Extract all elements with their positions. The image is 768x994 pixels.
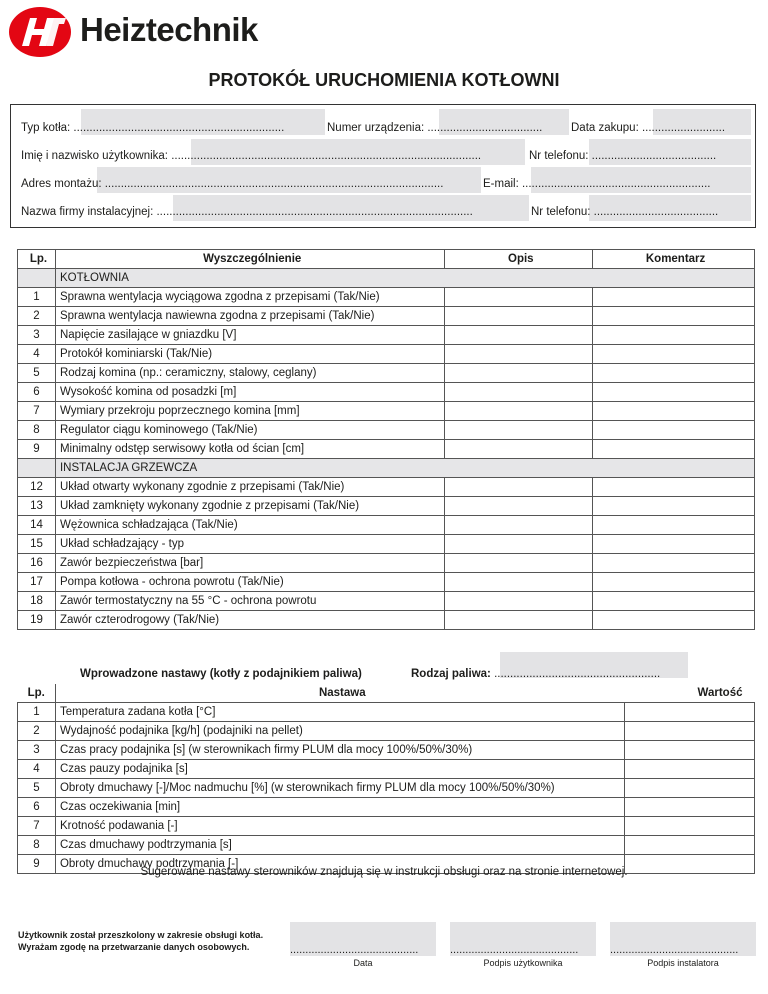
table-row: Czas oczekiwania [min] (55, 798, 624, 817)
table-row: Czas dmuchawy podtrzymania [s] (55, 836, 624, 855)
address-label: Adres montażu: (21, 178, 102, 190)
phone1-label: Nr telefonu: (529, 150, 589, 162)
desc-cell[interactable] (445, 307, 593, 326)
desc-cell[interactable] (445, 573, 593, 592)
desc-cell[interactable] (445, 421, 593, 440)
date-dots: .......................................... (290, 944, 419, 956)
table-row: Sprawna wentylacja nawiewna zgodna z przepisami (Tak/Nie) (55, 307, 444, 326)
boiler-type-label: Typ kotła: (21, 122, 71, 134)
row-lp: 14 (18, 516, 56, 535)
row-lp: 5 (18, 779, 56, 798)
comment-cell[interactable] (593, 516, 755, 535)
row-lp: 3 (18, 741, 56, 760)
row-lp: 4 (18, 345, 56, 364)
desc-cell[interactable] (445, 402, 593, 421)
settings-caption: Wprowadzone nastawy (kotły z podajnikiem paliwa) (80, 668, 362, 680)
comment-cell[interactable] (593, 497, 755, 516)
table-row: Czas pracy podajnika [s] (w sterownikach firmy PLUM dla mocy 100%/50%/30%) (55, 741, 624, 760)
settings-note: Sugerowane nastawy sterowników znajdują się w instrukcji obsługi oraz na stronie internetowej. (140, 866, 628, 878)
comment-cell[interactable] (593, 326, 755, 345)
table-row: Protokół kominiarski (Tak/Nie) (55, 345, 444, 364)
table-row: Zawór termostatyczny na 55 °C - ochrona powrotu (55, 592, 444, 611)
installer-label: Nazwa firmy instalacyjnej: (21, 206, 154, 218)
page-title: PROTOKÓŁ URUCHOMIENIA KOTŁOWNI (208, 70, 560, 90)
desc-cell[interactable] (445, 554, 593, 573)
user-signature-label: Podpis użytkownika (483, 958, 563, 968)
desc-cell[interactable] (445, 364, 593, 383)
email-label: E-mail: (483, 178, 519, 190)
table-row: Układ otwarty wykonany zgodnie z przepisami (Tak/Nie) (55, 478, 444, 497)
desc-cell[interactable] (445, 516, 593, 535)
table-row: Wężownica schładzająca (Tak/Nie) (55, 516, 444, 535)
table-row: Obroty dmuchawy [-]/Moc nadmuchu [%] (w sterownikach firmy PLUM dla mocy 100%/50%/30%) (55, 779, 624, 798)
desc-cell[interactable] (445, 383, 593, 402)
row-lp: 17 (18, 573, 56, 592)
row-lp: 6 (18, 798, 56, 817)
row-lp: 15 (18, 535, 56, 554)
desc-cell[interactable] (445, 478, 593, 497)
table-row: Zawór czterodrogowy (Tak/Nie) (55, 611, 444, 630)
table-row: Minimalny odstęp serwisowy kotła od ścian [cm] (55, 440, 444, 459)
col-lp: Lp. (18, 250, 56, 269)
row-lp: 3 (18, 326, 56, 345)
comment-cell[interactable] (593, 535, 755, 554)
date-label: Data (353, 958, 373, 968)
col-comment: Komentarz (593, 250, 755, 269)
comment-cell[interactable] (593, 592, 755, 611)
row-lp: 7 (18, 402, 56, 421)
value-cell[interactable] (625, 798, 755, 817)
comment-cell[interactable] (593, 611, 755, 630)
table-row: Sprawna wentylacja wyciągowa zgodna z przepisami (Tak/Nie) (55, 288, 444, 307)
col-value: Wartość (697, 686, 743, 699)
row-lp: 1 (18, 288, 56, 307)
consent-line-2: Wyrażam zgodę na przetwarzanie danych osobowych. (18, 942, 250, 952)
desc-cell[interactable] (445, 592, 593, 611)
col-setting: Nastawa (55, 684, 624, 703)
desc-cell[interactable] (445, 440, 593, 459)
comment-cell[interactable] (593, 307, 755, 326)
row-lp: 12 (18, 478, 56, 497)
table-row: Układ schładzający - typ (55, 535, 444, 554)
row-lp: 18 (18, 592, 56, 611)
comment-cell[interactable] (593, 402, 755, 421)
desc-cell[interactable] (445, 535, 593, 554)
user-signature-dots: .......................................... (450, 944, 579, 956)
heiztechnik-logo-icon (8, 6, 72, 58)
comment-cell[interactable] (593, 364, 755, 383)
table-row: Wymiary przekroju poprzecznego komina [mm] (55, 402, 444, 421)
row-lp: 2 (18, 722, 56, 741)
row-lp: 9 (18, 855, 56, 874)
comment-cell[interactable] (593, 288, 755, 307)
col-desc: Opis (445, 250, 593, 269)
col-lp: Lp. (27, 686, 45, 699)
table-row: Regulator ciągu kominowego (Tak/Nie) (55, 421, 444, 440)
value-cell[interactable] (625, 741, 755, 760)
table-row: Czas pauzy podajnika [s] (55, 760, 624, 779)
comment-cell[interactable] (593, 554, 755, 573)
table-row: Rodzaj komina (np.: ceramiczny, stalowy, ceglany) (55, 364, 444, 383)
table-row: Pompa kotłowa - ochrona powrotu (Tak/Nie) (55, 573, 444, 592)
purchase-date-label: Data zakupu: (571, 122, 639, 134)
comment-cell[interactable] (593, 383, 755, 402)
desc-cell[interactable] (445, 611, 593, 630)
value-cell[interactable] (625, 817, 755, 836)
table-row: Wysokość komina od posadzki [m] (55, 383, 444, 402)
row-lp: 8 (18, 836, 56, 855)
row-lp: 1 (18, 703, 56, 722)
row-lp: 16 (18, 554, 56, 573)
comment-cell[interactable] (593, 421, 755, 440)
table-row: Temperatura zadana kotła [°C] (55, 703, 624, 722)
row-lp: 7 (18, 817, 56, 836)
table-row: Zawór bezpieczeństwa [bar] (55, 554, 444, 573)
comment-cell[interactable] (593, 478, 755, 497)
desc-cell[interactable] (445, 497, 593, 516)
row-lp: 6 (18, 383, 56, 402)
row-lp: 4 (18, 760, 56, 779)
section-kotlownia: KOTŁOWNIA (55, 269, 754, 288)
installer-signature-dots: .......................................... (610, 944, 739, 956)
comment-cell[interactable] (593, 573, 755, 592)
desc-cell[interactable] (445, 288, 593, 307)
row-lp: 9 (18, 440, 56, 459)
installer-signature-label: Podpis instalatora (647, 958, 719, 968)
value-cell[interactable] (625, 836, 755, 855)
info-box: Typ kotła: .................................................................. Numer urządzenia: .................................... Data zakupu: .......................... Imię i nazwisko użytkownika: ................................................................................................. Nr telefonu: ....................................... Adres montażu: .......................................................................................................... E-mail: ........................................................... Nazwa firmy instalacyjnej: ................................................................................................... Nr telefonu: ....................................... (10, 104, 756, 228)
user-name-label: Imię i nazwisko użytkownika: (21, 150, 168, 162)
consent-line-1: Użytkownik został przeszkolony w zakresie obsługi kotła. (18, 930, 264, 940)
section-instalacja: INSTALACJA GRZEWCZA (55, 459, 754, 478)
row-lp: 2 (18, 307, 56, 326)
table-row: Napięcie zasilające w gniazdku [V] (55, 326, 444, 345)
table-row: Obroty dmuchawy podtrzymania [-] (55, 855, 624, 874)
value-cell[interactable] (625, 779, 755, 798)
phone2-label: Nr telefonu: (531, 206, 591, 218)
value-cell[interactable] (625, 760, 755, 779)
settings-table (17, 684, 755, 874)
comment-cell[interactable] (593, 345, 755, 364)
row-lp: 8 (18, 421, 56, 440)
value-cell[interactable] (625, 703, 755, 722)
consent-text (18, 929, 263, 953)
table-row: Krotność podawania [-] (55, 817, 624, 836)
device-number-label: Numer urządzenia: (327, 122, 425, 134)
row-lp: 5 (18, 364, 56, 383)
desc-cell[interactable] (445, 345, 593, 364)
comment-cell[interactable] (593, 440, 755, 459)
row-lp: 19 (18, 611, 56, 630)
table-row: Wydajność podajnika [kg/h] (podajniki na pellet) (55, 722, 624, 741)
col-item: Wyszczególnienie (55, 250, 444, 269)
brand-name: Heiztechnik (80, 11, 258, 48)
row-lp: 13 (18, 497, 56, 516)
desc-cell[interactable] (445, 326, 593, 345)
fuel-type-label: Rodzaj paliwa: (411, 668, 491, 680)
checklist-table (17, 249, 755, 630)
value-cell[interactable] (625, 722, 755, 741)
table-row: Układ zamknięty wykonany zgodnie z przepisami (Tak/Nie) (55, 497, 444, 516)
